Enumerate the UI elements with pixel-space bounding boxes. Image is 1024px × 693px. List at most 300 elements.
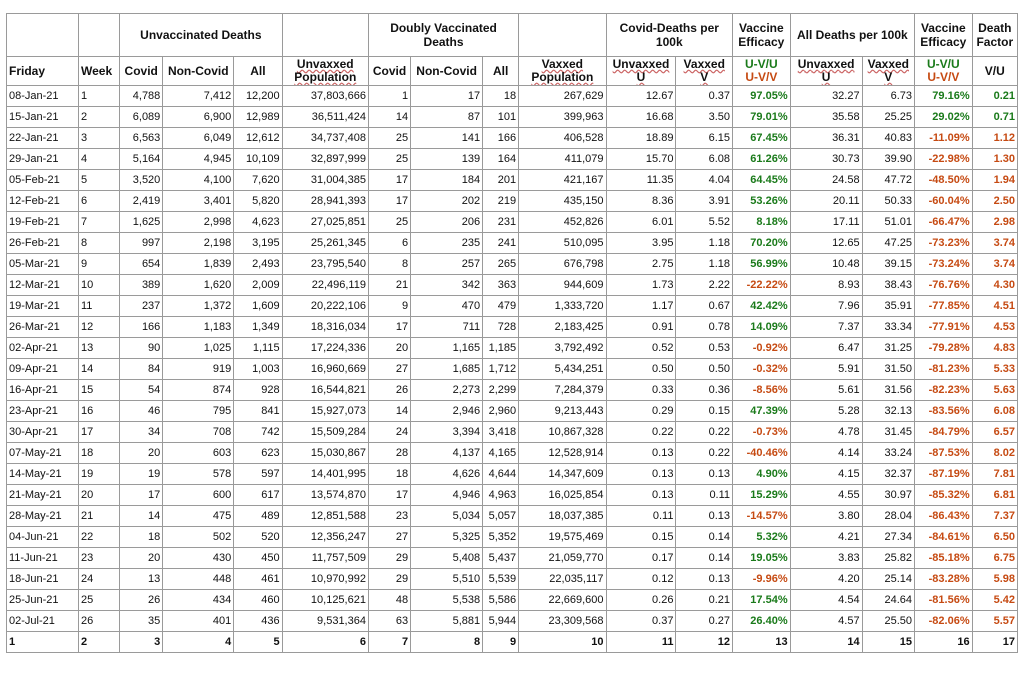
column-number: 10 [519,632,606,653]
cell-covid-efficacy: 15.29% [733,485,791,506]
cell-death-factor: 2.98 [972,212,1017,233]
col-header-friday: Friday [7,57,79,86]
cell-unvax-population: 32,897,999 [282,149,368,170]
cell-unvax-covid: 17 [120,485,163,506]
cell-vax-population: 23,309,568 [519,611,606,632]
cell-covid-per100k-v: 0.14 [676,548,733,569]
cell-unvax-covid: 6,563 [120,128,163,149]
cell-date: 19-Feb-21 [7,212,79,233]
cell-unvax-population: 12,356,247 [282,527,368,548]
cell-all-efficacy: -84.61% [915,527,973,548]
cell-covid-per100k-u: 0.11 [606,506,676,527]
cell-unvax-population: 22,496,119 [282,275,368,296]
cell-all-per100k-u: 4.55 [790,485,862,506]
column-number: 6 [282,632,368,653]
cell-unvax-noncovid: 448 [163,569,234,590]
col-header-vax-population: Vaxxed Population [519,57,606,86]
cell-date: 22-Jan-21 [7,128,79,149]
col-header-v-noncovid: Non-Covid [411,57,483,86]
column-number: 3 [120,632,163,653]
cell-unvax-noncovid: 578 [163,464,234,485]
cell-unvax-population: 18,316,034 [282,317,368,338]
cell-week: 22 [78,527,119,548]
cell-covid-efficacy: 97.05% [733,86,791,107]
table-row [7,107,1018,128]
cell-covid-per100k-u: 0.33 [606,380,676,401]
cell-covid-efficacy: 79.01% [733,107,791,128]
cell-all-efficacy: -83.28% [915,569,973,590]
cell-covid-per100k-v: 1.18 [676,254,733,275]
cell-unvax-population: 17,224,336 [282,338,368,359]
cell-unvax-all: 623 [234,443,282,464]
cell-unvax-all: 12,989 [234,107,282,128]
cell-all-efficacy: -77.85% [915,296,973,317]
cell-covid-efficacy: 47.39% [733,401,791,422]
cell-covid-efficacy: 67.45% [733,128,791,149]
cell-vax-all: 5,539 [483,569,519,590]
cell-death-factor: 0.21 [972,86,1017,107]
cell-death-factor: 6.57 [972,422,1017,443]
cell-covid-per100k-v: 5.52 [676,212,733,233]
cell-date: 26-Mar-21 [7,317,79,338]
cell-vax-all: 479 [483,296,519,317]
col-header-vaxxed-v-1: Vaxxed V [676,57,733,86]
group-header-death-factor: Death Factor [972,14,1017,57]
cell-week: 23 [78,548,119,569]
table-row [7,191,1018,212]
cell-covid-efficacy: 17.54% [733,590,791,611]
cell-all-per100k-u: 4.21 [790,527,862,548]
cell-vax-noncovid: 235 [411,233,483,254]
cell-all-per100k-u: 3.83 [790,548,862,569]
cell-vax-noncovid: 4,137 [411,443,483,464]
cell-all-per100k-v: 38.43 [862,275,914,296]
cell-all-per100k-u: 4.14 [790,443,862,464]
cell-covid-per100k-u: 0.91 [606,317,676,338]
cell-unvax-covid: 166 [120,317,163,338]
cell-covid-per100k-u: 0.37 [606,611,676,632]
cell-unvax-noncovid: 603 [163,443,234,464]
cell-unvax-population: 16,960,669 [282,359,368,380]
cell-week: 14 [78,359,119,380]
cell-death-factor: 5.63 [972,380,1017,401]
cell-all-per100k-u: 3.80 [790,506,862,527]
cell-vax-population: 22,035,117 [519,569,606,590]
column-number: 12 [676,632,733,653]
group-header-vaccine-efficacy-1: Vaccine Efficacy [733,14,791,57]
cell-vax-covid: 17 [368,317,410,338]
cell-all-per100k-v: 40.83 [862,128,914,149]
table-row [7,170,1018,191]
cell-vax-population: 944,609 [519,275,606,296]
cell-death-factor: 7.81 [972,464,1017,485]
cell-all-per100k-v: 24.64 [862,590,914,611]
cell-vax-noncovid: 139 [411,149,483,170]
cell-unvax-all: 10,109 [234,149,282,170]
cell-covid-per100k-v: 0.50 [676,359,733,380]
cell-unvax-covid: 46 [120,401,163,422]
cell-unvax-covid: 654 [120,254,163,275]
cell-death-factor: 5.98 [972,569,1017,590]
column-number: 2 [78,632,119,653]
cell-vax-population: 510,095 [519,233,606,254]
cell-covid-per100k-v: 4.04 [676,170,733,191]
cell-vax-population: 5,434,251 [519,359,606,380]
cell-all-per100k-u: 4.20 [790,569,862,590]
table-row [7,401,1018,422]
cell-all-per100k-v: 31.50 [862,359,914,380]
cell-all-per100k-u: 30.73 [790,149,862,170]
cell-all-per100k-u: 24.58 [790,170,862,191]
cell-date: 26-Feb-21 [7,233,79,254]
table-row [7,296,1018,317]
cell-covid-per100k-u: 0.13 [606,443,676,464]
cell-covid-per100k-v: 0.67 [676,296,733,317]
cell-vax-covid: 24 [368,422,410,443]
cell-death-factor: 4.51 [972,296,1017,317]
cell-vax-covid: 9 [368,296,410,317]
cell-date: 30-Apr-21 [7,422,79,443]
cell-unvax-all: 5,820 [234,191,282,212]
cell-unvax-population: 15,509,284 [282,422,368,443]
cell-all-efficacy: -77.91% [915,317,973,338]
cell-death-factor: 4.53 [972,317,1017,338]
cell-unvax-all: 3,195 [234,233,282,254]
cell-vax-noncovid: 17 [411,86,483,107]
cell-all-per100k-v: 25.25 [862,107,914,128]
cell-vax-covid: 8 [368,254,410,275]
cell-unvax-noncovid: 708 [163,422,234,443]
cell-unvax-noncovid: 874 [163,380,234,401]
cell-unvax-covid: 237 [120,296,163,317]
table-row [7,233,1018,254]
cell-unvax-covid: 19 [120,464,163,485]
cell-vax-all: 5,586 [483,590,519,611]
cell-covid-efficacy: 8.18% [733,212,791,233]
cell-death-factor: 5.33 [972,359,1017,380]
cell-date: 07-May-21 [7,443,79,464]
cell-covid-per100k-v: 0.11 [676,485,733,506]
cell-unvax-noncovid: 7,412 [163,86,234,107]
vaccine-deaths-table [6,13,1018,653]
table-row [7,443,1018,464]
cell-vax-covid: 25 [368,149,410,170]
table-row [7,569,1018,590]
cell-covid-per100k-u: 15.70 [606,149,676,170]
column-header-row [7,57,1018,86]
cell-unvax-population: 13,574,870 [282,485,368,506]
cell-vax-population: 435,150 [519,191,606,212]
cell-covid-per100k-u: 2.75 [606,254,676,275]
cell-unvax-population: 15,030,867 [282,443,368,464]
cell-vax-all: 4,644 [483,464,519,485]
cell-unvax-all: 1,609 [234,296,282,317]
cell-vax-noncovid: 2,273 [411,380,483,401]
cell-vax-covid: 26 [368,380,410,401]
table-row [7,380,1018,401]
cell-death-factor: 2.50 [972,191,1017,212]
cell-covid-per100k-v: 0.22 [676,422,733,443]
cell-unvax-population: 10,970,992 [282,569,368,590]
cell-all-per100k-v: 31.56 [862,380,914,401]
column-number: 7 [368,632,410,653]
cell-week: 2 [78,107,119,128]
cell-covid-efficacy: 64.45% [733,170,791,191]
cell-unvax-population: 28,941,393 [282,191,368,212]
cell-vax-all: 5,944 [483,611,519,632]
cell-all-per100k-u: 17.11 [790,212,862,233]
cell-vax-population: 12,528,914 [519,443,606,464]
cell-vax-covid: 14 [368,107,410,128]
cell-vax-population: 22,669,600 [519,590,606,611]
table-container [6,13,1018,653]
cell-death-factor: 5.42 [972,590,1017,611]
eff2-green: U-V/U [926,57,960,71]
cell-covid-per100k-u: 0.50 [606,359,676,380]
cell-all-per100k-u: 8.93 [790,275,862,296]
cell-unvax-noncovid: 6,900 [163,107,234,128]
cell-all-per100k-v: 47.72 [862,170,914,191]
cell-all-efficacy: 79.16% [915,86,973,107]
cell-vax-all: 101 [483,107,519,128]
cell-covid-efficacy: -9.96% [733,569,791,590]
cell-vax-covid: 17 [368,485,410,506]
column-number: 8 [411,632,483,653]
table-row [7,275,1018,296]
cell-death-factor: 6.81 [972,485,1017,506]
cell-all-per100k-u: 10.48 [790,254,862,275]
cell-all-per100k-v: 31.45 [862,422,914,443]
cell-all-efficacy: -73.24% [915,254,973,275]
cell-covid-per100k-v: 0.37 [676,86,733,107]
cell-death-factor: 8.02 [972,443,1017,464]
cell-unvax-population: 36,511,424 [282,107,368,128]
cell-unvax-noncovid: 1,839 [163,254,234,275]
cell-covid-efficacy: -0.32% [733,359,791,380]
cell-vax-all: 4,165 [483,443,519,464]
cell-unvax-covid: 20 [120,548,163,569]
cell-vax-all: 166 [483,128,519,149]
cell-all-per100k-v: 33.34 [862,317,914,338]
cell-vax-population: 1,333,720 [519,296,606,317]
cell-all-per100k-v: 30.97 [862,485,914,506]
cell-unvax-covid: 20 [120,443,163,464]
cell-vax-population: 3,792,492 [519,338,606,359]
cell-vax-covid: 17 [368,191,410,212]
cell-vax-covid: 23 [368,506,410,527]
cell-vax-noncovid: 1,685 [411,359,483,380]
table-row [7,464,1018,485]
cell-unvax-population: 11,757,509 [282,548,368,569]
cell-date: 19-Mar-21 [7,296,79,317]
cell-covid-per100k-u: 0.22 [606,422,676,443]
cell-vax-noncovid: 1,165 [411,338,483,359]
cell-covid-efficacy: 19.05% [733,548,791,569]
cell-week: 12 [78,317,119,338]
cell-unvax-covid: 1,625 [120,212,163,233]
cell-vax-all: 3,418 [483,422,519,443]
cell-unvax-covid: 3,520 [120,170,163,191]
cell-covid-efficacy: -14.57% [733,506,791,527]
cell-week: 26 [78,611,119,632]
cell-vax-covid: 14 [368,401,410,422]
cell-vax-population: 676,798 [519,254,606,275]
cell-week: 11 [78,296,119,317]
cell-covid-per100k-u: 1.73 [606,275,676,296]
cell-covid-per100k-u: 0.13 [606,485,676,506]
cell-death-factor: 1.94 [972,170,1017,191]
cell-unvax-all: 520 [234,527,282,548]
cell-vax-covid: 63 [368,611,410,632]
cell-unvax-noncovid: 1,025 [163,338,234,359]
cell-all-per100k-u: 12.65 [790,233,862,254]
cell-vax-population: 2,183,425 [519,317,606,338]
cell-all-efficacy: -11.09% [915,128,973,149]
cell-unvax-noncovid: 2,198 [163,233,234,254]
cell-unvax-covid: 90 [120,338,163,359]
cell-vax-population: 267,629 [519,86,606,107]
cell-vax-covid: 21 [368,275,410,296]
cell-vax-covid: 25 [368,128,410,149]
cell-date: 25-Jun-21 [7,590,79,611]
cell-vax-population: 452,826 [519,212,606,233]
cell-unvax-covid: 13 [120,569,163,590]
table-row [7,128,1018,149]
cell-vax-all: 4,963 [483,485,519,506]
cell-all-efficacy: -85.18% [915,548,973,569]
cell-covid-per100k-v: 0.13 [676,569,733,590]
cell-all-per100k-u: 4.78 [790,422,862,443]
cell-week: 25 [78,590,119,611]
cell-all-per100k-v: 39.15 [862,254,914,275]
cell-vax-covid: 20 [368,338,410,359]
cell-unvax-population: 9,531,364 [282,611,368,632]
column-number: 17 [972,632,1017,653]
cell-vax-all: 1,185 [483,338,519,359]
table-row [7,149,1018,170]
cell-all-efficacy: -86.43% [915,506,973,527]
cell-week: 9 [78,254,119,275]
cell-vax-noncovid: 5,325 [411,527,483,548]
blank-header-cell [7,14,79,57]
cell-date: 02-Apr-21 [7,338,79,359]
cell-week: 17 [78,422,119,443]
cell-death-factor: 5.57 [972,611,1017,632]
cell-vax-covid: 18 [368,464,410,485]
cell-unvax-all: 742 [234,422,282,443]
cell-vax-population: 16,025,854 [519,485,606,506]
cell-date: 05-Feb-21 [7,170,79,191]
cell-all-per100k-v: 35.91 [862,296,914,317]
cell-covid-per100k-u: 0.13 [606,464,676,485]
group-header-dvax-deaths: Doubly Vaccinated Deaths [368,14,518,57]
cell-vax-covid: 29 [368,569,410,590]
cell-covid-per100k-v: 6.08 [676,149,733,170]
cell-unvax-noncovid: 919 [163,359,234,380]
cell-covid-per100k-u: 11.35 [606,170,676,191]
cell-week: 18 [78,443,119,464]
cell-unvax-all: 1,349 [234,317,282,338]
cell-all-per100k-v: 33.24 [862,443,914,464]
cell-covid-per100k-u: 0.26 [606,590,676,611]
cell-all-per100k-v: 32.13 [862,401,914,422]
cell-week: 15 [78,380,119,401]
cell-all-efficacy: -82.06% [915,611,973,632]
cell-vax-noncovid: 2,946 [411,401,483,422]
cell-unvax-all: 2,009 [234,275,282,296]
cell-unvax-covid: 18 [120,527,163,548]
cell-covid-efficacy: 42.42% [733,296,791,317]
col-header-unvaxxed-u-2: Unvaxxed U [790,57,862,86]
cell-unvax-noncovid: 4,100 [163,170,234,191]
cell-covid-per100k-v: 3.50 [676,107,733,128]
cell-unvax-population: 20,222,106 [282,296,368,317]
cell-covid-efficacy: 61.26% [733,149,791,170]
cell-vax-all: 18 [483,86,519,107]
cell-week: 4 [78,149,119,170]
cell-vax-noncovid: 141 [411,128,483,149]
cell-unvax-population: 12,851,588 [282,506,368,527]
cell-unvax-population: 23,795,540 [282,254,368,275]
col-header-death-factor: V/U [972,57,1017,86]
cell-all-per100k-u: 7.37 [790,317,862,338]
cell-covid-efficacy: 4.90% [733,464,791,485]
cell-covid-per100k-u: 1.17 [606,296,676,317]
col-header-week: Week [78,57,119,86]
cell-covid-efficacy: -8.56% [733,380,791,401]
cell-all-efficacy: -48.50% [915,170,973,191]
cell-vax-population: 421,167 [519,170,606,191]
cell-covid-per100k-u: 0.17 [606,548,676,569]
cell-vax-population: 19,575,469 [519,527,606,548]
cell-vax-population: 399,963 [519,107,606,128]
cell-vax-noncovid: 206 [411,212,483,233]
cell-vax-all: 728 [483,317,519,338]
cell-vax-noncovid: 87 [411,107,483,128]
cell-vax-population: 9,213,443 [519,401,606,422]
cell-vax-all: 5,057 [483,506,519,527]
cell-vax-population: 14,347,609 [519,464,606,485]
cell-vax-noncovid: 5,510 [411,569,483,590]
cell-week: 13 [78,338,119,359]
column-number: 13 [733,632,791,653]
cell-covid-efficacy: -0.92% [733,338,791,359]
cell-vax-all: 363 [483,275,519,296]
cell-covid-efficacy: -40.46% [733,443,791,464]
cell-all-per100k-v: 6.73 [862,86,914,107]
cell-all-per100k-v: 51.01 [862,212,914,233]
cell-unvax-all: 1,003 [234,359,282,380]
cell-vax-population: 411,079 [519,149,606,170]
cell-unvax-population: 10,125,621 [282,590,368,611]
cell-unvax-all: 436 [234,611,282,632]
cell-vax-covid: 28 [368,443,410,464]
cell-date: 21-May-21 [7,485,79,506]
cell-death-factor: 1.12 [972,128,1017,149]
column-number: 1 [7,632,79,653]
cell-all-per100k-v: 28.04 [862,506,914,527]
cell-unvax-all: 450 [234,548,282,569]
cell-vax-noncovid: 3,394 [411,422,483,443]
blank-header-cell [519,14,606,57]
column-number: 9 [483,632,519,653]
cell-unvax-population: 25,261,345 [282,233,368,254]
cell-all-per100k-v: 25.82 [862,548,914,569]
cell-unvax-covid: 14 [120,506,163,527]
cell-all-per100k-v: 47.25 [862,233,914,254]
cell-all-per100k-u: 6.47 [790,338,862,359]
cell-all-per100k-u: 5.91 [790,359,862,380]
